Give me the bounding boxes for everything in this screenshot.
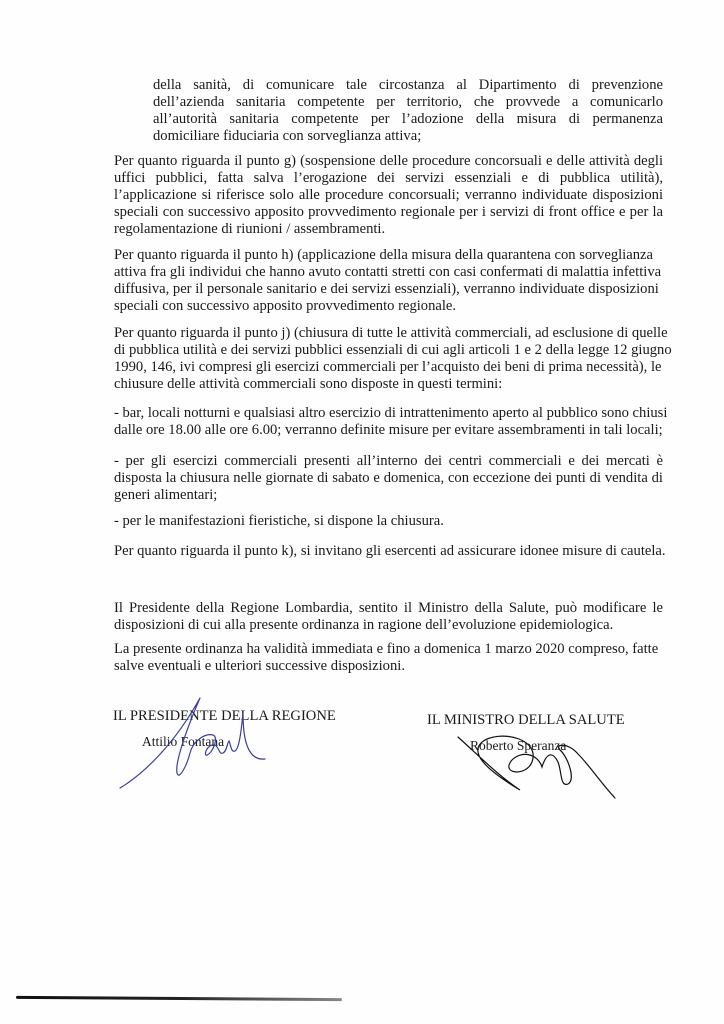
- text-line: diffusiva, per il personale sanitario e dei servizi essenziali), verranno individuate disposizioni: [114, 281, 659, 297]
- bottom-rule-divider: [16, 996, 342, 1001]
- text-line: dalle ore 18.00 alle ore 6.00; verranno definite misure per evitare assembramenti in tali locali;: [114, 422, 663, 438]
- text-line: l’applicazione si riferisce solo alle procedure concorsuali; verranno individuate disposizioni: [114, 187, 663, 203]
- text-line: domiciliare fiduciaria con sorveglianza attiva;: [153, 128, 422, 144]
- text-line: Per quanto riguarda il punto k), si invitano gli esercenti ad assicurare idonee misure di cautela.: [114, 543, 666, 559]
- text-line: Per quanto riguarda il punto j) (chiusura di tutte le attività commerciali, ad esclusione di quelle: [114, 325, 668, 341]
- paragraph-point-g: [114, 153, 663, 238]
- paragraph-point-k: [114, 543, 666, 560]
- president-name: Attilio Fontana: [142, 734, 225, 749]
- text-line: attiva fra gli individui che hanno avuto contatti stretti con casi confermati di malattia infettiva: [114, 264, 662, 280]
- paragraph-president-powers: [114, 600, 663, 634]
- text-line: di pubblica utilità e dei servizi pubblici essenziali di cui agli articoli 1 e 2 della legge 12 giugno: [114, 342, 672, 358]
- paragraph-validity: [114, 641, 663, 675]
- paragraph-point-j: [114, 325, 672, 393]
- minister-title: IL MINISTRO DELLA SALUTE: [427, 712, 625, 728]
- paragraph-point-h: [114, 247, 663, 315]
- president-signature: [115, 693, 275, 793]
- text-line: La presente ordinanza ha validità immediata e fino a domenica 1 marzo 2020 compreso, fatte: [114, 641, 659, 657]
- text-line: disposta la chiusura nelle giornate di sabato e domenica, con eccezione dei punti di vendita di: [114, 470, 663, 486]
- text-line: 1990, 146, ivi compresi gli esercizi commerciali per l’acquisto dei beni di prima necessità), le: [114, 359, 662, 375]
- text-line: regolamentazione di riunioni / assembramenti.: [114, 221, 386, 237]
- bullet-commercial-centers: [114, 453, 663, 504]
- paragraph-continuation: [153, 77, 663, 145]
- text-line: - per gli esercizi commerciali presenti all’interno dei centri commerciali e dei mercati è: [114, 453, 663, 469]
- text-line: disposizioni di cui alla presente ordinanza in ragione dell’evoluzione epidemiologica.: [114, 617, 614, 633]
- minister-signature: [450, 732, 640, 802]
- text-line: speciali con successivo apposito provvedimento regionale.: [114, 298, 457, 314]
- text-line: uffici pubblici, fatta salva l’erogazione dei servizi essenziali e di pubblica utilità),: [114, 170, 663, 186]
- text-line: - bar, locali notturni e qualsiasi altro esercizio di intrattenimento aperto al pubblico sono chiusi: [114, 405, 668, 421]
- text-line: all’autorità sanitaria competente per l’adozione della misura di permanenza: [153, 111, 663, 127]
- text-line: generi alimentari;: [114, 487, 218, 503]
- text-line: Il Presidente della Regione Lombardia, sentito il Ministro della Salute, può modificare le: [114, 600, 663, 616]
- text-line: chiusure delle attività commerciali sono disposte in questi termini:: [114, 376, 503, 392]
- text-line: della sanità, di comunicare tale circostanza al Dipartimento di prevenzione: [153, 77, 663, 93]
- text-line: dell’azienda sanitaria competente per territorio, che provvede a comunicarlo: [153, 94, 663, 110]
- text-line: speciali con successivo apposito provvedimento regionale per i servizi di front office e per la: [114, 204, 663, 220]
- text-line: salve eventuali e ulteriori successive disposizioni.: [114, 658, 405, 674]
- president-title: IL PRESIDENTE DELLA REGIONE: [113, 708, 336, 724]
- minister-name: Roberto Speranza: [470, 738, 567, 753]
- bullet-bar-closures: [114, 405, 668, 439]
- text-line: Per quanto riguarda il punto g) (sospensione delle procedure concorsuali e delle attività degli: [114, 153, 663, 169]
- text-line: Per quanto riguarda il punto h) (applicazione della misura della quarantena con sorveglianza: [114, 247, 653, 263]
- text-line: - per le manifestazioni fieristiche, si dispone la chiusura.: [114, 513, 444, 529]
- bullet-fairs: [114, 513, 663, 530]
